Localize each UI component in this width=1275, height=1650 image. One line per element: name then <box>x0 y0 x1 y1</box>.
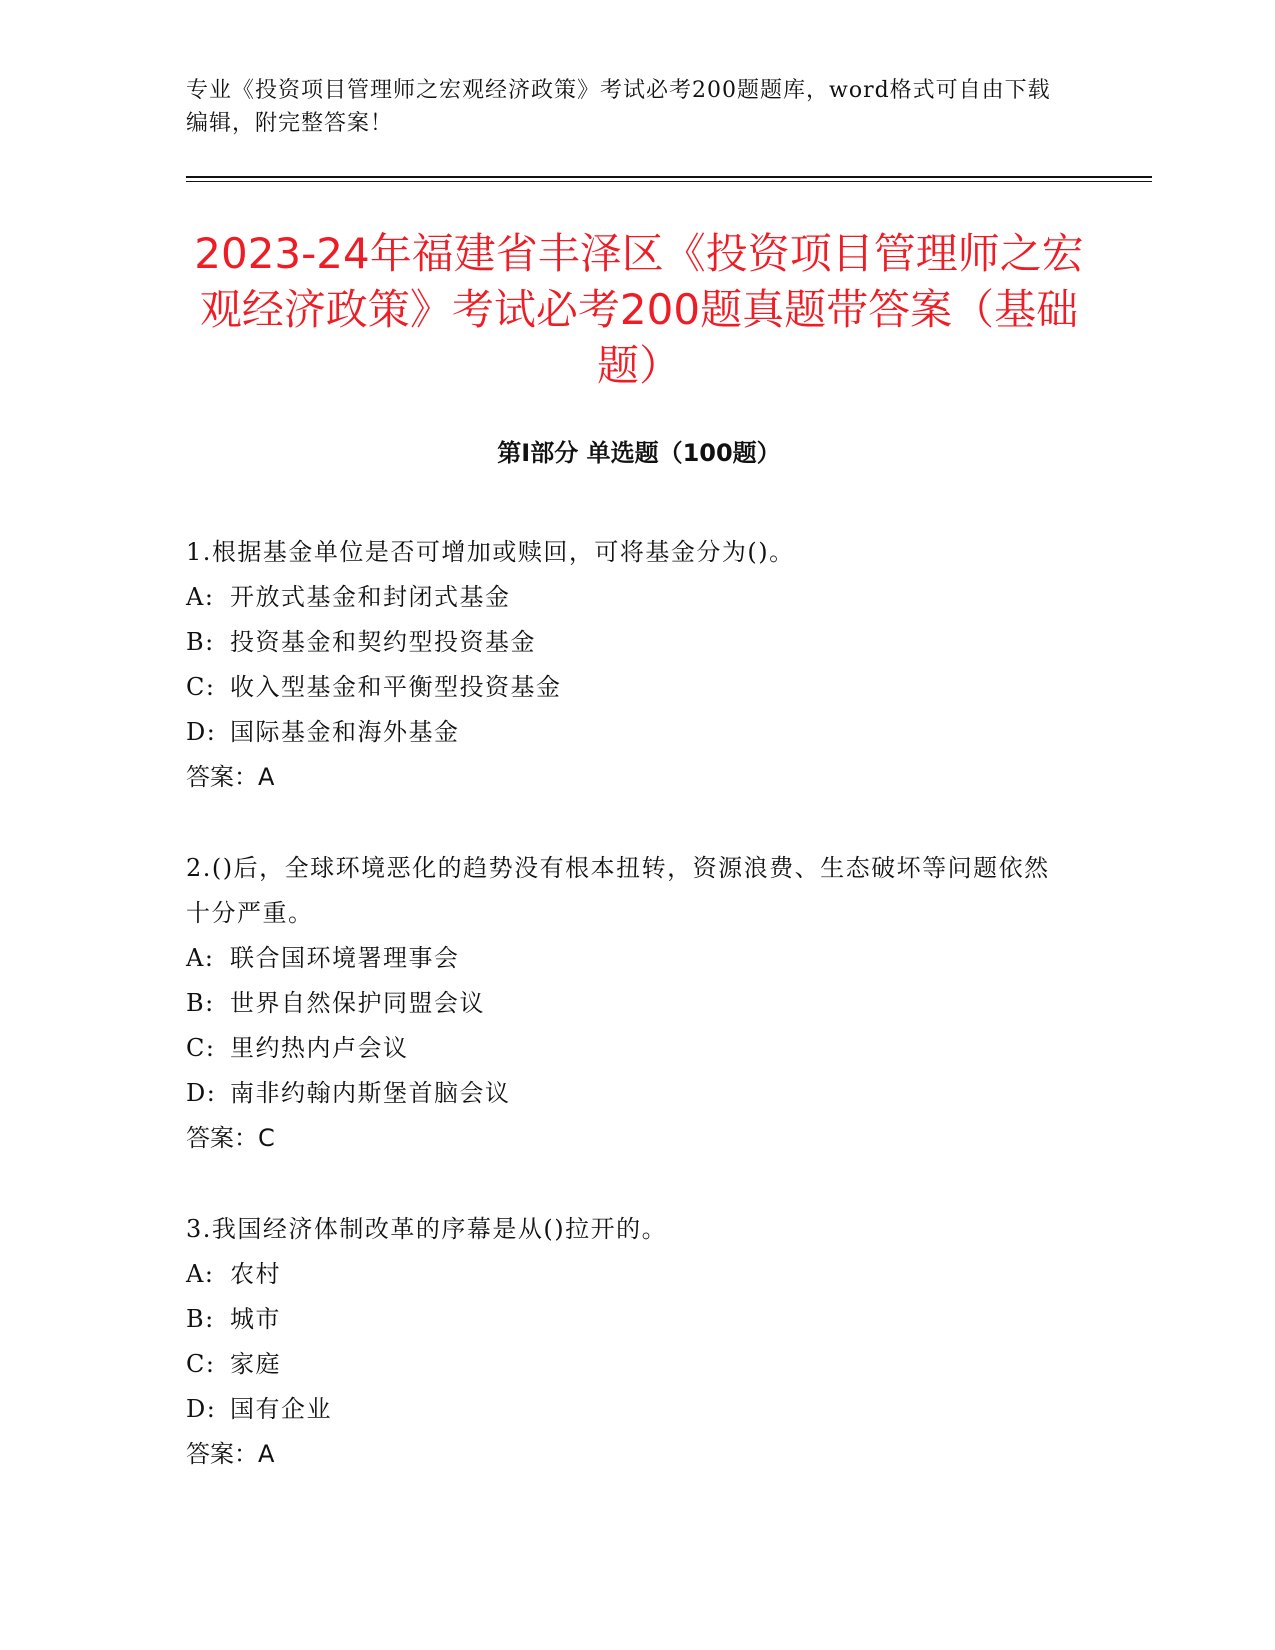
option-letter: B: <box>186 989 215 1017</box>
header-note: 专业《投资项目管理师之宏观经济政策》考试必考200题题库，word格式可自由下载编辑，附完整答案！ <box>186 78 1051 136</box>
question-item <box>186 1207 1066 1477</box>
option-letter: C: <box>186 1034 216 1062</box>
option-text: 家庭 <box>230 1350 281 1378</box>
option-text: 联合国环境署理事会 <box>230 944 460 972</box>
question-stem: 2.()后，全球环境恶化的趋势没有根本扭转，资源浪费、生态破坏等问题依然十分严重。 <box>186 854 1050 927</box>
option-letter: B: <box>186 628 215 656</box>
question-stem: 3.我国经济体制改革的序幕是从()拉开的。 <box>186 1215 668 1243</box>
option-letter: C: <box>186 1350 216 1378</box>
option-text: 开放式基金和封闭式基金 <box>230 583 511 611</box>
question-item <box>186 530 1066 800</box>
option-text: 国有企业 <box>230 1395 332 1423</box>
option-letter: A: <box>186 1260 215 1288</box>
header-divider-thin <box>186 181 1152 182</box>
option-text: 投资基金和契约型投资基金 <box>230 628 536 656</box>
question-answer: 答案：A <box>186 763 275 791</box>
option-text: 收入型基金和平衡型投资基金 <box>230 673 562 701</box>
question-option <box>186 620 1066 665</box>
question-option <box>186 710 1066 755</box>
document-title: 2023-24年福建省丰泽区《投资项目管理师之宏观经济政策》考试必考200题真题带答案（基础题） <box>194 229 1084 390</box>
option-letter: A: <box>186 944 215 972</box>
question-option <box>186 1071 1066 1116</box>
option-text: 南非约翰内斯堡首脑会议 <box>230 1079 511 1107</box>
section-title: 第Ⅰ部分 单选题（100题） <box>497 439 781 467</box>
question-option <box>186 1252 1066 1297</box>
question-option <box>186 1026 1066 1071</box>
question-answer: 答案：A <box>186 1440 275 1468</box>
header-divider-thick <box>186 176 1152 178</box>
option-text: 城市 <box>230 1305 281 1333</box>
option-letter: A: <box>186 583 215 611</box>
question-option <box>186 575 1066 620</box>
question-option <box>186 981 1066 1026</box>
option-letter: B: <box>186 1305 215 1333</box>
question-stem: 1.根据基金单位是否可增加或赎回，可将基金分为()。 <box>186 538 795 566</box>
question-option <box>186 1342 1066 1387</box>
option-letter: D: <box>186 718 217 746</box>
question-option <box>186 1297 1066 1342</box>
question-option <box>186 665 1066 710</box>
option-text: 国际基金和海外基金 <box>230 718 460 746</box>
question-list <box>186 530 1066 1523</box>
option-text: 世界自然保护同盟会议 <box>230 989 485 1017</box>
question-option <box>186 936 1066 981</box>
question-answer: 答案：C <box>186 1124 275 1152</box>
option-text: 里约热内卢会议 <box>230 1034 409 1062</box>
option-letter: D: <box>186 1395 217 1423</box>
option-letter: D: <box>186 1079 217 1107</box>
option-text: 农村 <box>230 1260 281 1288</box>
question-item <box>186 846 1066 1161</box>
question-option <box>186 1387 1066 1432</box>
option-letter: C: <box>186 673 216 701</box>
